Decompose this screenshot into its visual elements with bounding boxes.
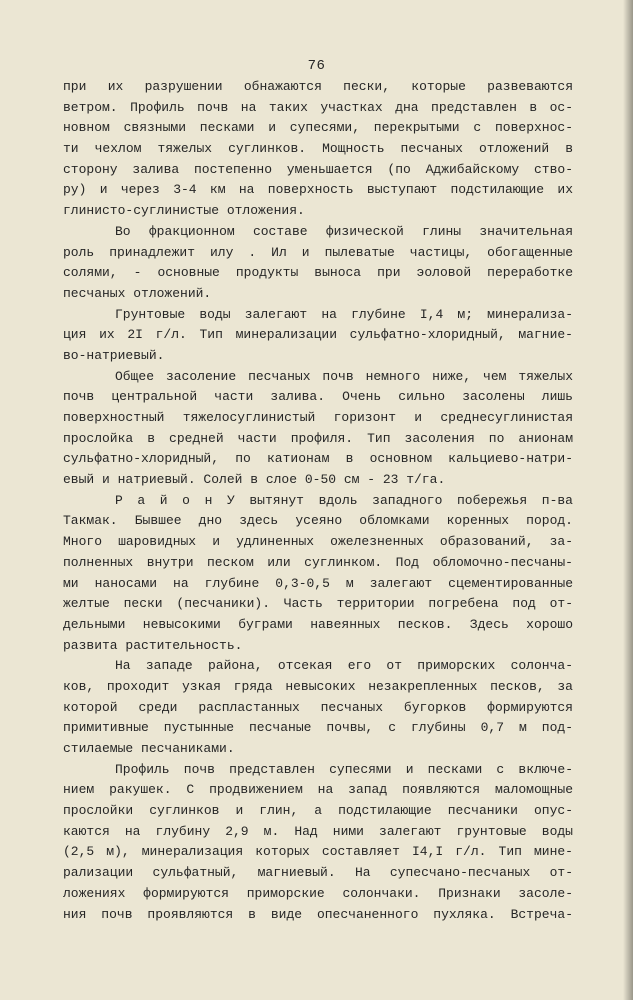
- text-line: ложениях формируются приморские солончаки. Признаки засоле-: [63, 885, 573, 901]
- text-line: Много шаровидных и удлиненных ожелезненных образований, за-: [63, 534, 573, 550]
- text-line: Грунтовые воды залегают на глубине I,4 м; минерализа-: [115, 306, 573, 322]
- text-line: во-натриевый.: [63, 347, 165, 363]
- text-line: которой среди распластанных песчаных бугорков формируются: [63, 699, 573, 715]
- text-line: прослойки суглинков и глин, а подстилающие песчаники опус-: [63, 803, 573, 819]
- text-line: развита растительность.: [63, 637, 243, 653]
- text-line: ция их 2I г/л. Тип минерализации сульфатно-хлоридный, магние-: [63, 327, 573, 343]
- text-line: ру) и через 3-4 км на поверхность выступают подстилающие их: [63, 182, 573, 198]
- text-line: солями, - основные продукты выноса при эоловой переработке: [63, 265, 573, 281]
- text-line: стилаемые песчаниками.: [63, 741, 235, 756]
- text-line: глинисто-суглинистые отложения.: [63, 203, 305, 219]
- page-number: 76: [307, 58, 326, 74]
- text-line: новном связными песками и супесями, перекрытыми с поверхнос-: [63, 120, 573, 136]
- text-line: ти чехлом тяжелых суглинков. Мощность песчаных отложений в: [63, 141, 573, 157]
- text-line: каются на глубину 2,9 м. Над ними залегают грунтовые воды: [63, 823, 573, 839]
- page-edge-shadow: [623, 0, 633, 1000]
- text-line: сульфатно-хлоридный, по катионам в основном кальциево-натри-: [63, 451, 573, 467]
- text-line: прослойка в средней части профиля. Тип засоления по анионам: [63, 430, 573, 446]
- text-line: песчаных отложений.: [63, 285, 212, 301]
- text-line: Во фракционном составе физической глины значительная: [115, 223, 573, 239]
- text-line: Общее засоление песчаных почв немного ниже, чем тяжелых: [115, 368, 573, 384]
- text-line: дельными невысокими буграми навеянных песков. Здесь хорошо: [63, 616, 573, 632]
- text-line: ми наносами на глубине 0,3-0,5 м залегают сцементированные: [63, 575, 573, 591]
- text-line: желтые пески (песчаники). Часть территории погребена под от-: [63, 596, 573, 612]
- text-line: ния почв проявляются в виде опесчаненного пухляка. Встреча-: [63, 906, 573, 922]
- body-text: [63, 77, 573, 925]
- text-line: (2,5 м), минерализация которых составляет I4,I г/л. Тип мине-: [63, 844, 573, 860]
- text-line: роль принадлежит илу . Ил и пылеватые частицы, обогащенные: [63, 244, 573, 260]
- text-line: почв центральной части залива. Очень сильно засолены лишь: [63, 389, 573, 405]
- text-line: поверхностный тяжелосуглинистый горизонт и среднесуглинистая: [63, 410, 573, 425]
- text-line: полненных внутри песком или суглинком. Под обломочно-песчаны-: [63, 554, 573, 570]
- text-line: ветром. Профиль почв на таких участках дна представлен в ос-: [63, 99, 573, 115]
- text-line: На западе района, отсекая его от приморских солонча-: [115, 658, 573, 674]
- text-line: Такмак. Бывшее дно здесь усеяно обломками коренных пород.: [63, 513, 573, 529]
- text-line: рализации сульфатный, магниевый. На супесчано-песчаных от-: [63, 865, 573, 881]
- text-line: нием ракушек. С продвижением на запад появляются маломощные: [63, 782, 573, 798]
- text-line: при их разрушении обнажаются пески, которые развеваются: [63, 79, 573, 94]
- text-line: евый и натриевый. Солей в слое 0-50 см - 23 т/га.: [63, 472, 446, 488]
- text-line: ков, проходит узкая гряда невысоких незакрепленных песков, за: [63, 678, 573, 694]
- text-line: примитивные пустынные песчаные почвы, с глубины 0,7 м под-: [63, 720, 573, 736]
- text-line: Р а й о н У вытянут вдоль западного побережья п-ва: [115, 492, 573, 508]
- text-line: сторону залива постепенно уменьшается (по Аджибайскому ство-: [63, 161, 573, 177]
- text-line: Профиль почв представлен супесями и песками с включе-: [115, 761, 573, 777]
